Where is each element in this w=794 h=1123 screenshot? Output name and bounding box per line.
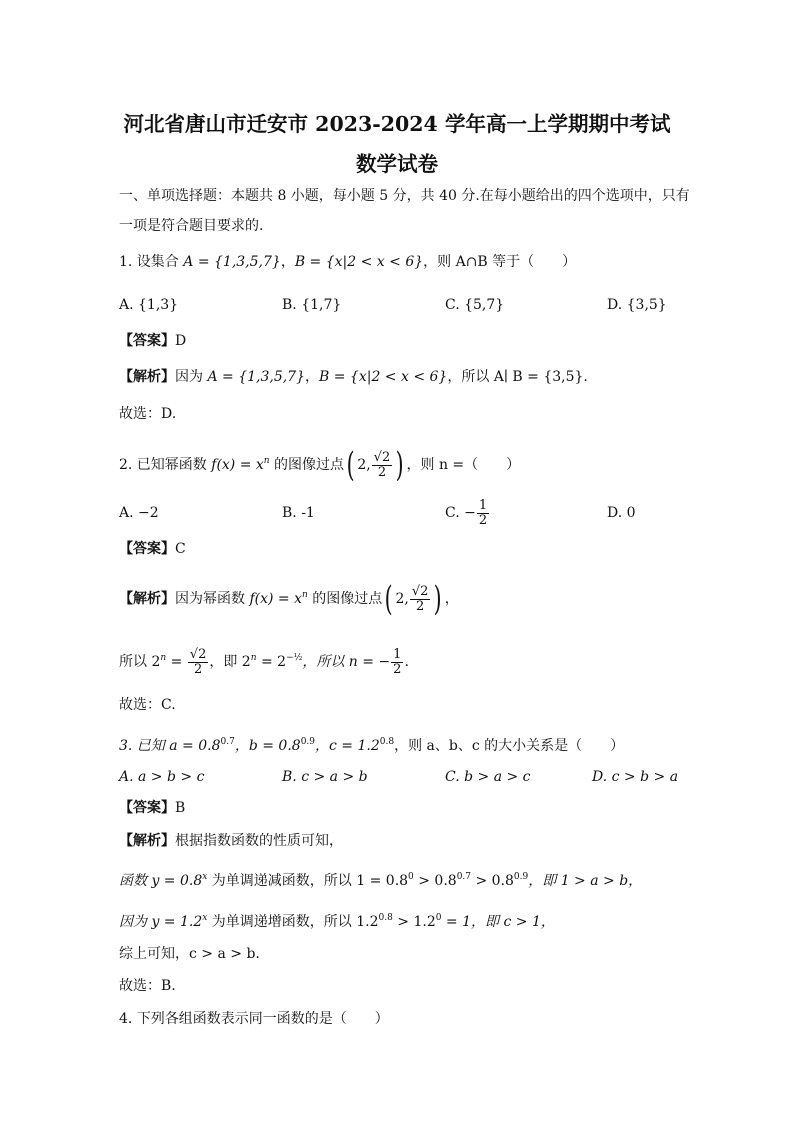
q2-option-a: A. −2 bbox=[119, 505, 159, 521]
q3-analysis-line-2: 函数 $y = 0.8^x$ 为单调递减函数，所以 $1 = 0.8^0 > 0.8^{0.7} > 0.8^{0.9}$，即 1 > a > b， bbox=[119, 872, 643, 889]
section-intro-line-1: 一、单项选择题：本题共 8 小题，每小题 5 分，共 40 分.在每小题给出的四个选项中，只有 bbox=[119, 188, 690, 204]
q1-answer: 【答案】D bbox=[119, 333, 187, 349]
q2-choose: 故选：C. bbox=[119, 697, 176, 713]
exam-title: 河北省唐山市迁安市 2023-2024 学年高一上学期期中考试 bbox=[123, 112, 671, 136]
q3-stem: 3. 已知 $a = 0.8^{0.7}$，$b = 0.8^{0.9}$，$c = 1.2^{0.8}$，则 a、b、c 的大小关系是（ ） bbox=[119, 737, 625, 754]
q3-choose: 故选：B. bbox=[119, 978, 176, 994]
q1-option-c: C. {5,7} bbox=[445, 297, 505, 313]
q1-option-d: D. {3,5} bbox=[607, 297, 667, 313]
q1-option-b: B. {1,7} bbox=[282, 297, 342, 313]
exam-subtitle: 数学试卷 bbox=[356, 152, 438, 176]
q3-option-a: A. a > b > c bbox=[119, 769, 205, 785]
q2-option-c: C. − $\frac{1}{2}$ bbox=[445, 497, 488, 528]
q3-analysis-line-4: 综上可知，c > a > b. bbox=[119, 946, 260, 962]
q1-analysis: 【解析】因为 A = {1,3,5,7}，B = {x|2 < x < 6}，所以 A∣ B = {3,5}. bbox=[119, 369, 588, 385]
q2-answer: 【答案】C bbox=[119, 541, 186, 557]
q2-option-d: D. 0 bbox=[607, 505, 636, 521]
q3-option-c: C. b > a > c bbox=[445, 769, 531, 785]
q1-option-a: A. {1,3} bbox=[119, 297, 179, 313]
q1-stem: 1. 设集合 A = {1,3,5,7}，B = {x|2 < x < 6}，则 A∩B 等于（ ） bbox=[119, 254, 577, 270]
section-intro-line-2: 一项是符合题目要求的. bbox=[119, 218, 264, 234]
q3-option-d: D. c > b > a bbox=[592, 769, 679, 785]
q2-derivation: 所以 $2^n$ = $\frac{√2}{2}$ ，即 $2^n = 2^{-\frac{1}{2}}$，所以 n = − $\frac{1}{2}$ . bbox=[119, 646, 409, 677]
q3-option-b: B. c > a > b bbox=[282, 769, 368, 785]
q3-answer: 【答案】B bbox=[119, 800, 186, 816]
q4-stem: 4. 下列各组函数表示同一函数的是（ ） bbox=[119, 1011, 389, 1027]
q2-analysis: 【解析】因为幂函数 $f(x) = x^n$ 的图像过点( 2, $\frac{√2}{2}$ ) ， bbox=[119, 579, 459, 619]
q3-analysis-line-3: 因为 $y = 1.2^x$ 为单调递增函数，所以 $1.2^{0.8} > 1.2^0 = 1$，即 c > 1， bbox=[119, 913, 555, 930]
q2-stem: 2. 已知幂函数 $f(x) = x^n$ 的图像过点( 2, $\frac{√2}{2}$ ) ，则 n =（ ） bbox=[119, 445, 521, 485]
q3-analysis-line-1: 【解析】根据指数函数的性质可知， bbox=[119, 833, 343, 849]
q1-choose: 故选：D. bbox=[119, 406, 177, 422]
q2-point-fraction: $\frac{√2}{2}$ bbox=[373, 449, 391, 480]
q2-option-b: B. -1 bbox=[282, 505, 315, 521]
